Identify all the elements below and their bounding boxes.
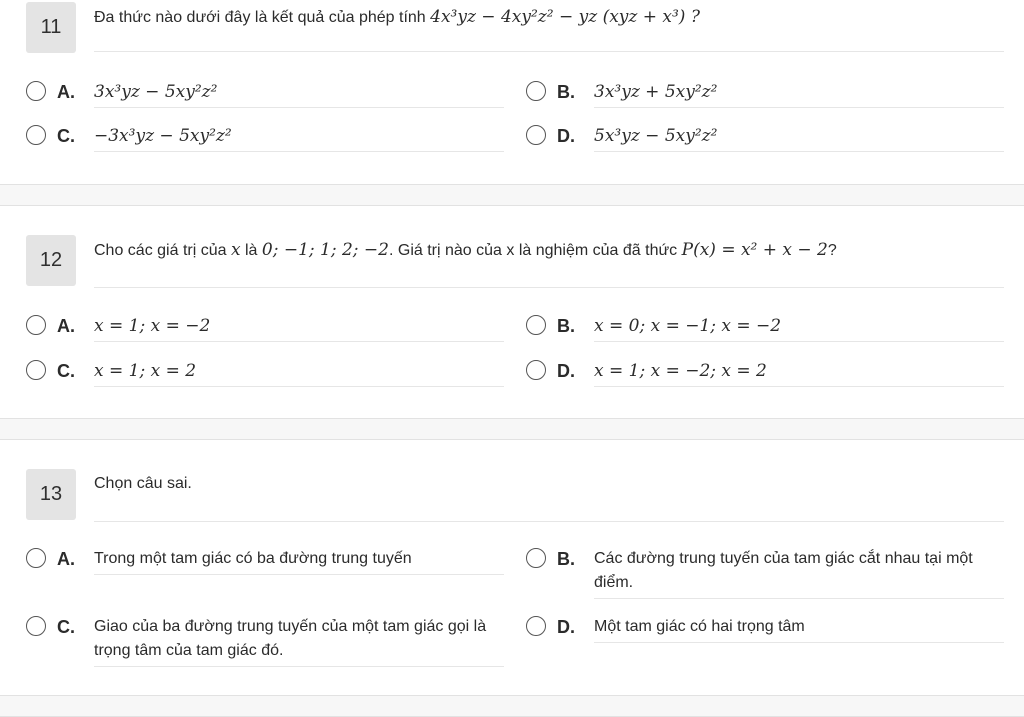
- option-text: 3x³yz − 5xy²z²: [94, 80, 504, 108]
- question-formula: P(x) = x² + x − 2: [681, 240, 828, 260]
- question-text-part: là: [240, 242, 262, 259]
- option-text: Một tam giác có hai trọng tâm: [594, 615, 1004, 643]
- radio-button[interactable]: [526, 548, 546, 568]
- option-letter: C.: [57, 361, 75, 381]
- option-letter: A.: [57, 316, 75, 336]
- question-text-part: Cho các giá trị của: [94, 242, 231, 259]
- question-formula: 4x³yz − 4xy²z² − yz (xyz + x³) ?: [430, 7, 700, 27]
- option-letter: B.: [557, 316, 575, 336]
- question-text-part: . Giá trị nào của x là nghiệm của đã thức: [388, 242, 682, 259]
- question-formula: x: [230, 240, 241, 260]
- question-text: [94, 470, 1004, 522]
- option-letter: C.: [57, 126, 75, 146]
- option-text: x = 1; x = −2; x = 2: [594, 359, 1004, 387]
- question-separator: [0, 418, 1024, 440]
- radio-button[interactable]: [26, 360, 46, 380]
- option-letter: B.: [557, 82, 575, 102]
- question-text: [94, 236, 1004, 288]
- option-letter: D.: [557, 126, 575, 146]
- option-letter: D.: [557, 361, 575, 381]
- question-card-12: [0, 206, 1024, 418]
- radio-button[interactable]: [26, 616, 46, 636]
- radio-button[interactable]: [526, 315, 546, 335]
- radio-button[interactable]: [526, 616, 546, 636]
- option-text: x = 0; x = −1; x = −2: [594, 314, 1004, 342]
- option-text: Các đường trung tuyến của tam giác cắt nhau tại một điểm.: [594, 547, 1004, 599]
- question-text-part: ?: [827, 242, 837, 259]
- question-number: 11: [26, 2, 76, 53]
- question-text: [94, 0, 1004, 52]
- question-text-part: Chọn câu sai.: [94, 475, 192, 492]
- question-text-prefix: Đa thức nào dưới đây là kết quả của phép tính: [94, 9, 431, 26]
- radio-button[interactable]: [526, 81, 546, 101]
- question-card-11: [0, 0, 1024, 184]
- option-letter: B.: [557, 549, 575, 569]
- option-text: −3x³yz − 5xy²z²: [94, 124, 504, 152]
- radio-button[interactable]: [526, 125, 546, 145]
- option-text: x = 1; x = 2: [94, 359, 504, 387]
- option-text: 3x³yz + 5xy²z²: [594, 80, 1004, 108]
- question-number: 13: [26, 469, 76, 520]
- question-number: 12: [26, 235, 76, 286]
- option-letter: C.: [57, 617, 75, 637]
- option-text: Trong một tam giác có ba đường trung tuyến: [94, 547, 504, 575]
- radio-button[interactable]: [26, 315, 46, 335]
- question-formula: 0; −1; 1; 2; −2: [261, 240, 389, 260]
- radio-button[interactable]: [26, 125, 46, 145]
- option-letter: A.: [57, 82, 75, 102]
- radio-button[interactable]: [26, 548, 46, 568]
- question-separator: [0, 695, 1024, 717]
- option-letter: D.: [557, 617, 575, 637]
- radio-button[interactable]: [26, 81, 46, 101]
- option-text: x = 1; x = −2: [94, 314, 504, 342]
- option-text: Giao của ba đường trung tuyến của một tam giác gọi là trọng tâm của tam giác đó.: [94, 615, 504, 667]
- question-card-13: [0, 440, 1024, 713]
- option-letter: A.: [57, 549, 75, 569]
- option-text: 5x³yz − 5xy²z²: [594, 124, 1004, 152]
- question-separator: [0, 184, 1024, 206]
- radio-button[interactable]: [526, 360, 546, 380]
